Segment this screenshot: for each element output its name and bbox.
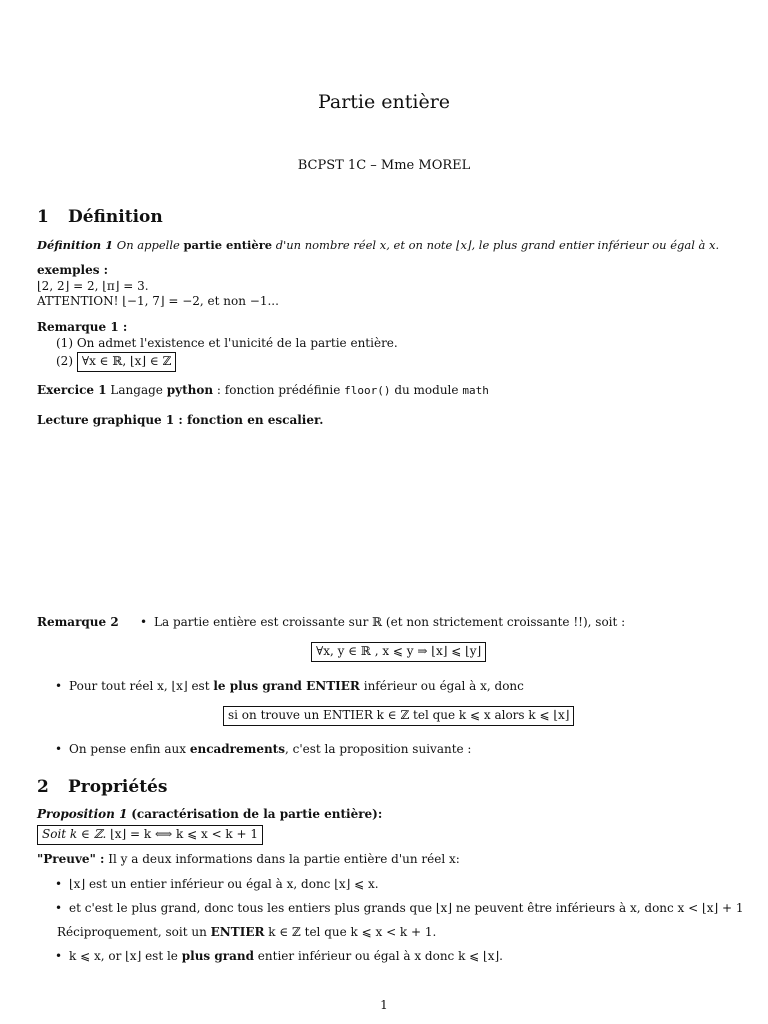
proposition-1 [37, 807, 382, 823]
remark-2-bullet-2-pre: Pour tout réel x, ⌊x⌋ est [69, 679, 210, 693]
proposition-1-label: Proposition 1 [37, 807, 128, 821]
proof-bullet-3-bold: plus grand [181, 949, 254, 963]
remark-2-bullet-3 [55, 742, 471, 758]
remark-1-item-2-box: ∀x ∈ ℝ, ⌊x⌋ ∈ ℤ [77, 352, 177, 372]
exercise-1 [37, 383, 489, 399]
proof-intro [37, 852, 460, 868]
proof-bullet-3-post: entier inférieur ou égal à x donc k ⩽ ⌊x⌋. [257, 949, 503, 963]
remark-1-item-1: On admet l'existence et l'unicité de la partie entière. [76, 335, 398, 350]
proof-bullet-3 [55, 949, 503, 965]
proof-reciprocal-post: k ∈ ℤ tel que k ⩽ x < k + 1. [268, 925, 437, 939]
remark-2-bullet-3-pre: On pense enfin aux [69, 742, 186, 756]
remark-1 [37, 320, 398, 372]
definition-1-pre: On appelle [116, 238, 180, 252]
proof-bullet-1-text: ⌊x⌋ est un entier inférieur ou égal à x, donc ⌊x⌋ ⩽ x. [69, 877, 379, 891]
proposition-1-box-italic: Soit k ∈ ℤ. [42, 827, 107, 841]
remark-2-bullet-2-post: inférieur ou égal à x, donc [363, 679, 524, 693]
proof-reciprocal [57, 925, 436, 941]
remark-2-bullet-3-bold: encadrements [189, 742, 285, 756]
remark-2-bullet-3-post: , c'est la proposition suivante : [284, 742, 472, 756]
examples-line-2: ATTENTION! ⌊−1, 7⌋ = −2, et non −1... [37, 294, 279, 309]
proposition-1-box-statement: ⌊x⌋ = k ⟺ k ⩽ x < k + 1 [110, 827, 259, 841]
proof-bullet-3-pre: k ⩽ x, or ⌊x⌋ est le [69, 949, 178, 963]
proof-bullet-2-text: et c'est le plus grand, donc tous les entiers plus grands que ⌊x⌋ ne peuvent être inférieurs à x, donc x < ⌊x⌋ + 1 [69, 901, 744, 915]
definition-1-label: Définition 1 [37, 238, 114, 252]
page-title: Partie entière [317, 91, 451, 113]
proof-reciprocal-bold: ENTIER [210, 925, 265, 939]
exercise-1-language: python [166, 383, 214, 397]
section-2-number: 2 [37, 777, 49, 797]
bullet-icon: • [55, 742, 63, 756]
bullet-icon: • [55, 679, 63, 693]
remark-2-bullet-2-bold: le plus grand ENTIER [213, 679, 360, 693]
definition-1-post: d'un nombre réel x, et on note ⌊x⌋, le plus grand entier inférieur ou égal à x. [275, 238, 720, 252]
section-1-heading [37, 206, 163, 228]
exercise-1-function: floor() [344, 384, 391, 397]
bullet-icon: • [55, 901, 63, 915]
page-subtitle: BCPST 1C – Mme MOREL [297, 158, 471, 173]
proof-bullet-1 [55, 877, 379, 893]
proof-reciprocal-pre: Réciproquement, soit un [57, 925, 207, 939]
examples-line-1: ⌊2, 2⌋ = 2, ⌊π⌋ = 3. [37, 278, 149, 293]
remark-2-label [37, 615, 119, 631]
remark-2-bullet-2 [55, 679, 524, 695]
proposition-1-title: (caractérisation de la partie entière): [131, 807, 383, 821]
proof-bullet-2 [55, 901, 743, 917]
section-2-heading [37, 776, 167, 798]
remark-2-bullet-1-text: La partie entière est croissante sur ℝ (et non strictement croissante !!), soit : [154, 615, 626, 629]
remark-1-label: Remarque 1 : [37, 320, 128, 334]
section-1-number: 1 [37, 207, 49, 227]
proposition-1-box [37, 825, 263, 845]
bullet-icon: • [140, 615, 148, 629]
proof-intro-text: Il y a deux informations dans la partie entière d'un réel x: [108, 852, 460, 866]
graphical-reading-1 [37, 413, 323, 429]
examples-label: exemples : [37, 263, 109, 277]
remark-2-label-text: Remarque 2 [37, 615, 119, 629]
remark-2-box-1-text: ∀x, y ∈ ℝ , x ⩽ y ⇒ ⌊x⌋ ⩽ ⌊y⌋ [311, 642, 486, 662]
bullet-icon: • [55, 877, 63, 891]
section-2-title: Propriétés [68, 777, 168, 797]
exercise-1-text-2: : fonction prédéfinie [216, 383, 341, 397]
definition-1-term: partie entière [183, 238, 273, 252]
exercise-1-label: Exercice 1 [37, 383, 107, 397]
exercise-1-module: math [462, 384, 489, 397]
remark-2-bullet-1 [140, 615, 625, 631]
section-1-title: Définition [68, 207, 163, 227]
definition-1 [37, 238, 719, 253]
remark-2-box-2-text: si on trouve un ENTIER k ∈ ℤ tel que k ⩽ x alors k ⩽ ⌊x⌋ [223, 706, 574, 726]
exercise-1-text: Langage [110, 383, 163, 397]
graphical-reading-1-label: Lecture graphique 1 : fonction en escalier. [37, 413, 324, 427]
page-number: 1 [380, 998, 388, 1012]
remark-1-item-2-number: (2) [56, 354, 73, 369]
remark-1-item-1-number: (1) [56, 335, 73, 350]
remark-2-box-2 [223, 706, 574, 726]
bullet-icon: • [55, 949, 63, 963]
exercise-1-text-3: du module [394, 383, 459, 397]
remark-2-box-1 [311, 642, 486, 662]
examples-block [37, 263, 279, 310]
proof-label: "Preuve" : [37, 852, 105, 866]
